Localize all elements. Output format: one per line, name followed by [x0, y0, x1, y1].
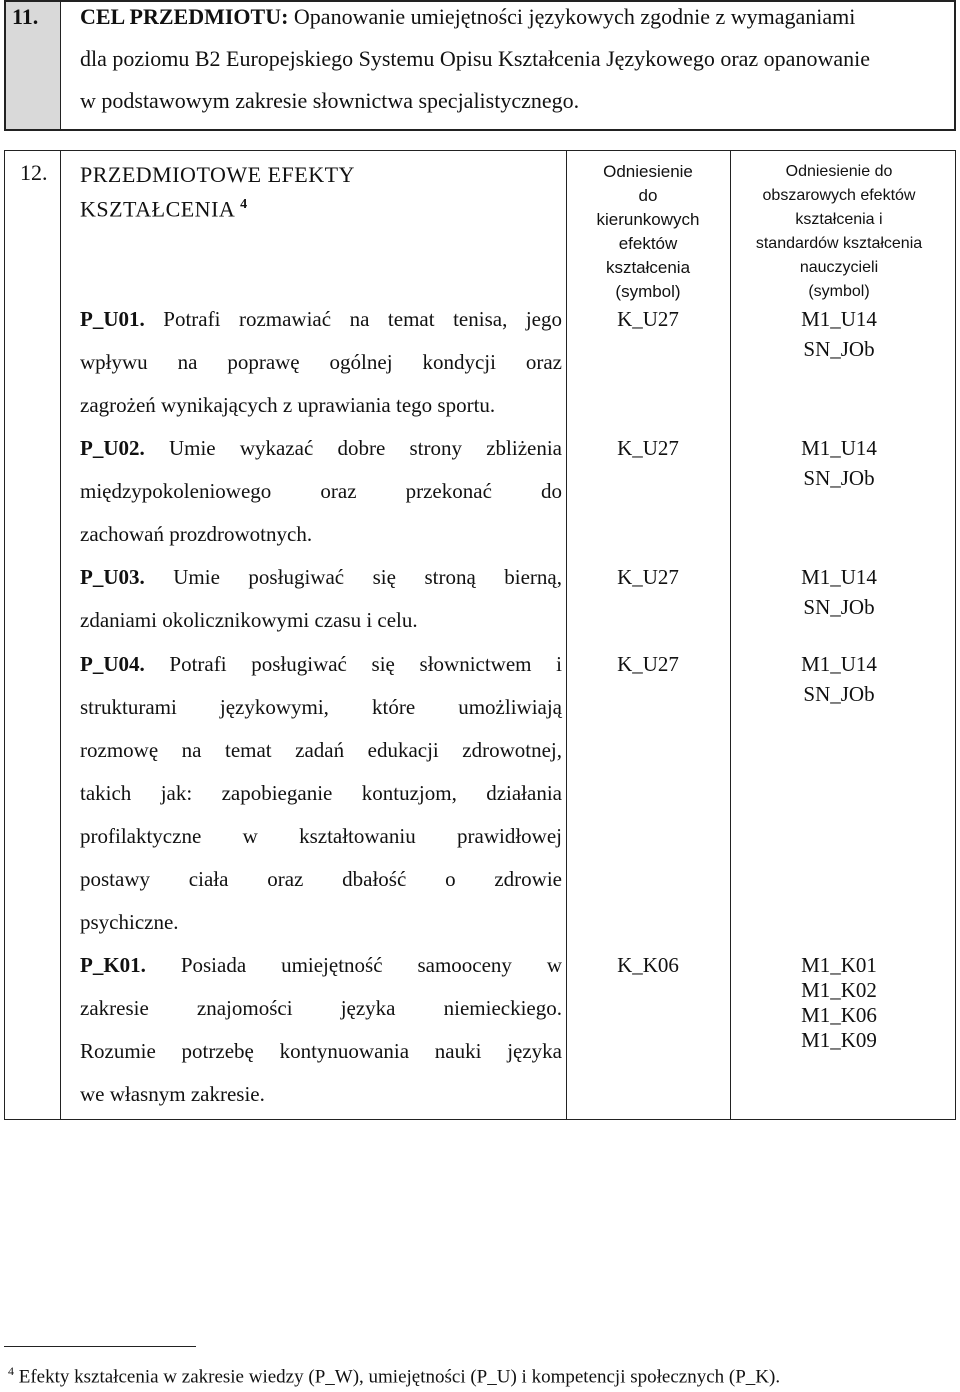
obszarowe-code: M1_U14 — [801, 436, 877, 460]
border — [4, 0, 6, 131]
header-kierunkowe-line: kierunkowych — [596, 210, 700, 229]
section-11-line-2: dla poziomu B2 Europejskiego Systemu Opisu Kształcenia Językowego oraz opanowanie — [80, 46, 870, 71]
border — [955, 150, 956, 1120]
effect-line — [80, 651, 562, 677]
effect-line — [80, 306, 562, 332]
section-12-title-line-1: PRZEDMIOTOWE EFEKTY — [80, 162, 355, 187]
header-obszarowe-line: obszarowych efektów — [762, 187, 916, 204]
section-12-title-line-2 — [80, 190, 355, 224]
effect-text: Umie posługiwać się stroną bierną, — [144, 565, 562, 589]
border — [954, 0, 956, 131]
effect-line: strukturami językowymi, które umożliwiają — [80, 695, 562, 719]
obszarowe-code: M1_K02 — [801, 978, 877, 1002]
effect-line: zachowań prozdrowotnych. — [80, 522, 313, 546]
obszarowe-code: M1_U14 — [801, 652, 877, 676]
effect-line: zagrożeń wynikających z uprawiania tego sportu. — [80, 393, 496, 417]
section-11-text-1: Opanowanie umiejętności językowych zgodnie z wymaganiami — [288, 4, 856, 29]
obszarowe-code: SN_JOb — [803, 466, 875, 490]
effect-line: rozmowę na temat zadań edukacji zdrowotnej, — [80, 738, 562, 762]
effect-line: profilaktyczne w kształtowaniu prawidłowej — [80, 824, 562, 848]
section-11-label: CEL PRZEDMIOTU: — [80, 4, 289, 29]
obszarowe-code: M1_U14 — [801, 565, 877, 589]
footnote-reference: 4 — [240, 197, 248, 212]
effect-line: zakresie znajomości języka niemieckiego. — [80, 996, 562, 1020]
effect-text: Umie wykazać dobre strony zbliżenia — [144, 436, 562, 460]
footnote — [8, 1364, 780, 1388]
header-obszarowe-line: kształcenia i — [795, 211, 883, 228]
section-12-title-text: KSZTAŁCENIA — [80, 196, 235, 222]
header-kierunkowe-line: do — [638, 186, 658, 205]
section-11-line-1 — [80, 4, 855, 30]
effect-label: P_U02. — [80, 436, 145, 460]
effect-line — [80, 952, 562, 978]
kierunkowe-code: K_U27 — [617, 652, 679, 676]
effect-line — [80, 564, 562, 590]
effect-line: Rozumie potrzebę kontynuowania nauki języka — [80, 1039, 562, 1063]
header-obszarowe-line: Odniesienie do — [785, 163, 893, 180]
obszarowe-code: M1_K09 — [801, 1028, 877, 1052]
kierunkowe-code: K_U27 — [617, 307, 679, 331]
effect-line: zdaniami okolicznikowymi czasu i celu. — [80, 608, 418, 632]
effect-line: takich jak: zapobieganie kontuzjom, działania — [80, 781, 562, 805]
effect-line: postawy ciała oraz dbałość o zdrowie — [80, 867, 562, 891]
border — [60, 150, 61, 1120]
obszarowe-code: M1_K01 — [801, 953, 877, 977]
border — [4, 150, 956, 151]
effect-line: psychiczne. — [80, 910, 179, 934]
header-obszarowe-line: nauczycieli — [799, 259, 879, 276]
section-12-number: 12. — [20, 160, 48, 185]
border — [4, 129, 956, 131]
header-obszarowe-line: (symbol) — [808, 283, 870, 300]
obszarowe-code: M1_U14 — [801, 307, 877, 331]
border — [4, 1119, 956, 1120]
effect-line: wpływu na poprawę ogólnej kondycji oraz — [80, 350, 562, 374]
header-obszarowe-line: standardów kształcenia — [755, 235, 923, 252]
border — [4, 150, 5, 1120]
kierunkowe-code: K_U27 — [617, 436, 679, 460]
obszarowe-code: SN_JOb — [803, 337, 875, 361]
effect-line: we własnym zakresie. — [80, 1082, 265, 1106]
effect-text: Potrafi rozmawiać na temat tenisa, jego — [144, 307, 562, 331]
kierunkowe-code: K_U27 — [617, 565, 679, 589]
header-kierunkowe-line: efektów — [618, 234, 678, 253]
footnote-text: Efekty kształcenia w zakresie wiedzy (P_W), umiejętności (P_U) i kompetencji społecznych (P_K). — [14, 1366, 781, 1388]
section-11-line-3: w podstawowym zakresie słownictwa specjalistycznego. — [80, 88, 580, 113]
effect-label: P_U03. — [80, 565, 145, 589]
effect-text: Posiada umiejętność samooceny w — [145, 953, 562, 977]
effect-label: P_U04. — [80, 652, 145, 676]
obszarowe-code: M1_K06 — [801, 1003, 877, 1027]
section-12-title — [80, 160, 355, 224]
header-kierunkowe-line: kształcenia — [605, 258, 691, 277]
effect-label: P_K01. — [80, 953, 146, 977]
header-obszarowe — [731, 160, 947, 304]
effect-line: międzypokoleniowego oraz przekonać do — [80, 479, 562, 503]
header-kierunkowe — [566, 160, 730, 304]
effect-label: P_U01. — [80, 307, 145, 331]
header-kierunkowe-line: (symbol) — [615, 282, 681, 301]
footnote-marker: 4 — [8, 1364, 14, 1378]
obszarowe-code: SN_JOb — [803, 682, 875, 706]
border — [60, 0, 61, 131]
effect-line — [80, 435, 562, 461]
section-11-number: 11. — [12, 4, 39, 29]
footnote-separator — [4, 1346, 196, 1347]
kierunkowe-code: K_K06 — [617, 953, 679, 977]
border — [4, 0, 956, 2]
obszarowe-code: SN_JOb — [803, 595, 875, 619]
effect-text: Potrafi posługiwać się słownictwem i — [144, 652, 562, 676]
header-kierunkowe-line: Odniesienie — [603, 162, 693, 181]
